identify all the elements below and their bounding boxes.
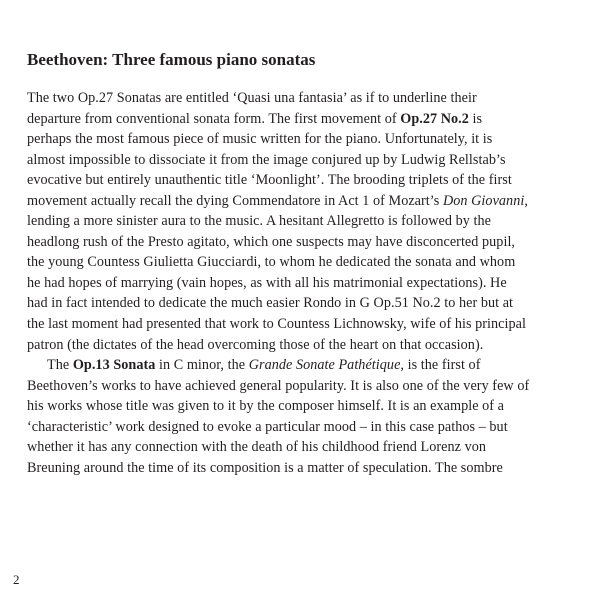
- text-segment: movement actually recall the dying Commendatore in Act 1 of Mozart’s: [27, 192, 443, 209]
- text-segment: Breuning around the time of its composition is a matter of speculation. The sombre: [27, 459, 503, 476]
- italic-text: Grande Sonate Pathétique: [248, 357, 401, 374]
- bold-text: Op.13 Sonata: [72, 357, 156, 374]
- text-segment: lending a more sinister aura to the music. A hesitant Allegretto is followed by the: [27, 213, 491, 230]
- text-line: [27, 437, 572, 458]
- bold-text: Op.27 No.2: [400, 110, 469, 127]
- text-segment: is: [468, 110, 483, 127]
- text-line: [27, 252, 572, 273]
- text-line: [27, 458, 572, 479]
- text-segment: evocative but entirely unauthentic title ‘Moonlight’. The brooding triplets of the first: [27, 172, 512, 189]
- text-line: [27, 109, 572, 130]
- page-title: Beethoven: Three famous piano sonatas: [27, 50, 316, 69]
- text-segment: he had hopes of marrying (vain hopes, as with all his matrimonial expectations). He: [27, 274, 507, 291]
- text-line: [27, 88, 572, 109]
- text-segment: patron (the dictates of the head overcoming those of the heart on that occasion).: [27, 336, 484, 353]
- text-segment: the young Countess Giulietta Giucciardi, to whom he dedicated the sonata and whom: [27, 254, 516, 271]
- text-line: [27, 396, 572, 417]
- text-line: [27, 211, 572, 232]
- text-segment: ‘characteristic’ work designed to evoke a particular mood – in this case pathos – but: [27, 418, 508, 435]
- text-segment: The two Op.27 Sonatas are entitled ‘Quasi una fantasia’ as if to underline their: [27, 90, 477, 106]
- italic-text: Don Giovanni: [442, 192, 525, 209]
- text-segment: in C minor, the: [155, 357, 249, 374]
- text-line: [27, 150, 572, 171]
- text-line: [27, 355, 572, 376]
- text-segment: had in fact intended to dedicate the much easier Rondo in G Op.51 No.2 to her but at: [27, 295, 514, 312]
- text-line: [27, 335, 572, 356]
- text-segment: whether it has any connection with the death of his childhood friend Lorenz von: [27, 439, 487, 456]
- text-segment: perhaps the most famous piece of music written for the piano. Unfortunately, it is: [27, 131, 493, 148]
- text-segment: headlong rush of the Presto agitato, which one suspects may have disconcerted pupil,: [27, 233, 516, 250]
- text-segment: the last moment had presented that work to Countess Lichnowsky, wife of his principal: [27, 316, 527, 333]
- text-segment: Beethoven’s works to have achieved general popularity. It is also one of the very few of: [27, 377, 530, 394]
- text-line: [27, 232, 572, 253]
- text-segment: departure from conventional sonata form. The first movement of: [27, 110, 401, 127]
- text-segment: his works whose title was given to it by the composer himself. It is an example of a: [27, 398, 505, 415]
- text-segment: , is the first of: [400, 357, 481, 374]
- text-segment: ,: [524, 192, 528, 209]
- text-line: [27, 314, 572, 335]
- text-line: [27, 376, 572, 397]
- text-segment: The: [47, 357, 73, 374]
- page-number: 2: [13, 572, 20, 587]
- text-line: [27, 417, 572, 438]
- text-line: [27, 170, 572, 191]
- text-line: [27, 293, 572, 314]
- text-line: [27, 191, 572, 212]
- body-text: [27, 88, 572, 478]
- text-line: [27, 129, 572, 150]
- text-segment: almost impossible to dissociate it from the image conjured up by Ludwig Rellstab’s: [27, 151, 506, 168]
- text-line: [27, 273, 572, 294]
